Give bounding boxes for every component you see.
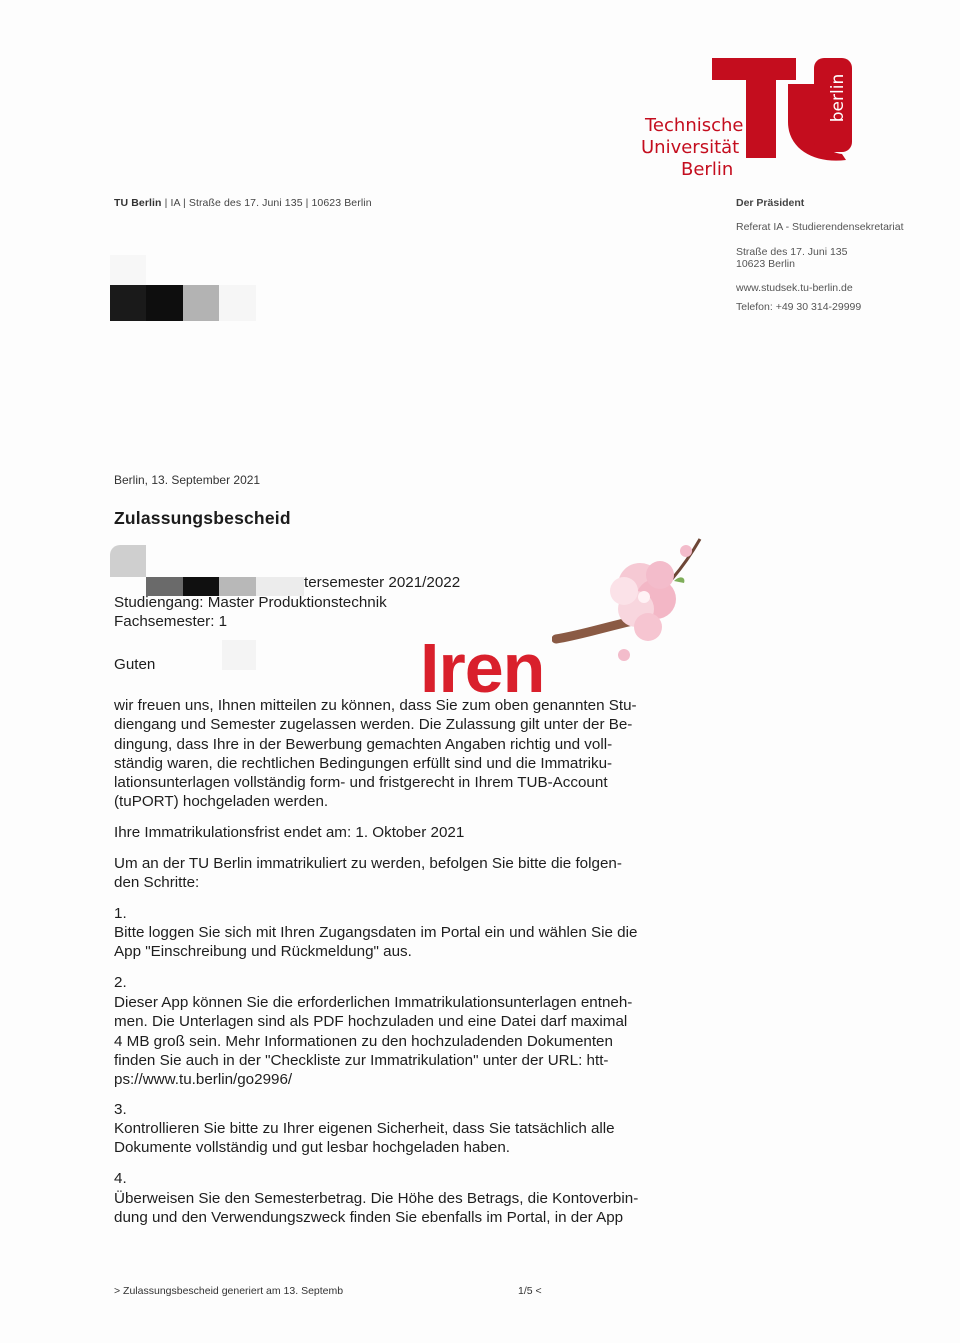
logo-badge-text: berlin (828, 73, 848, 123)
office-city: 10623 Berlin (736, 258, 795, 270)
office-phone: Telefon: +49 30 314-29999 (736, 301, 862, 313)
document-title: Zulassungsbescheid (114, 508, 291, 528)
footer-page-number: 1/5 < (518, 1285, 542, 1297)
detail-program: Studiengang: Master Produktionstechnik (114, 594, 387, 611)
step4-number: 4. (114, 1170, 127, 1187)
office-web: www.studsek.tu-berlin.de (736, 282, 853, 294)
step1-text: Bitte loggen Sie sich mit Ihren Zugangsdaten im Portal ein und wählen Sie die App "Einschreibung und Rückmeldung" aus. (114, 924, 638, 961)
step2-number: 2. (114, 974, 127, 991)
detail-fachsemester: Fachsemester: 1 (114, 613, 228, 630)
step3-text: Kontrollieren Sie bitte zu Ihrer eigenen Sicherheit, dass Sie tatsächlich alle Dokumente vollständig und gut lesbar hochgeladen haben. (114, 1120, 615, 1157)
office-street: Straße des 17. Juni 135 (736, 246, 848, 258)
letter-date: Berlin, 13. September 2021 (114, 473, 261, 487)
steps-intro-paragraph: Um an der TU Berlin immatrikuliert zu werden, befolgen Sie bitte die folgen- den Schritte: (114, 855, 622, 892)
sender-name: TU Berlin (114, 197, 162, 209)
office-president: Der Präsident (736, 197, 805, 209)
office-department: Referat IA - Studierendensekretariat (736, 221, 904, 233)
sender-line (114, 197, 372, 209)
name-sticker-text: Iren (420, 629, 545, 707)
logo-word-universitaet: Universität (641, 137, 740, 158)
step2-text: Dieser App können Sie die erforderlichen Immatrikulationsunterlagen entneh- men. Die Unterlagen sind als PDF hochzuladen und eine Datei darf maximal 4 MB groß sein. Mehr Informationen zu den hochzuladenden Dokumenten finden Sie auch in der "Checkliste zur Immatrikulation" unter der URL: htt- ps://www.tu.berlin/go2996/ (114, 994, 633, 1089)
greeting-name-redacted (222, 640, 256, 670)
step4-text: Überweisen Sie den Semesterbetrag. Die Höhe des Betrags, die Kontoverbin- dung und den Verwendungszweck finden Sie ebenfalls im Portal, in der App (114, 1190, 639, 1227)
cherry-blossom-sticker-icon (552, 535, 707, 665)
intro-paragraph: wir freuen uns, Ihnen mitteilen zu können, dass Sie zum oben genannten Stu- diengang und Semester zugelassen werden. Die Zulassung gilt unter der Be- dingung, dass Ihre in der Bewerbung gemachten Angaben richtig und voll- ständig waren, die rechtlichen Bedingungen erfüllt sind und die Immatriku- lationsunterlagen vollständig form- und fristgerecht in Ihrem TUB-Account (tuPORT) hochgeladen werden. (114, 697, 637, 811)
deadline-paragraph: Ihre Immatrikulationsfrist endet am: 1. Oktober 2021 (114, 824, 465, 841)
logo-word-berlin: Berlin (681, 159, 734, 180)
sender-address: | IA | Straße des 17. Juni 135 | 10623 Berlin (161, 197, 372, 209)
greeting: Guten (114, 656, 156, 673)
logo-word-technische: Technische (645, 115, 744, 136)
step1-number: 1. (114, 905, 127, 922)
footer-generated-note: > Zulassungsbescheid generiert am 13. Septemb (114, 1285, 344, 1297)
step3-number: 3. (114, 1101, 127, 1118)
detail-semester: tersemester 2021/2022 (304, 574, 461, 591)
